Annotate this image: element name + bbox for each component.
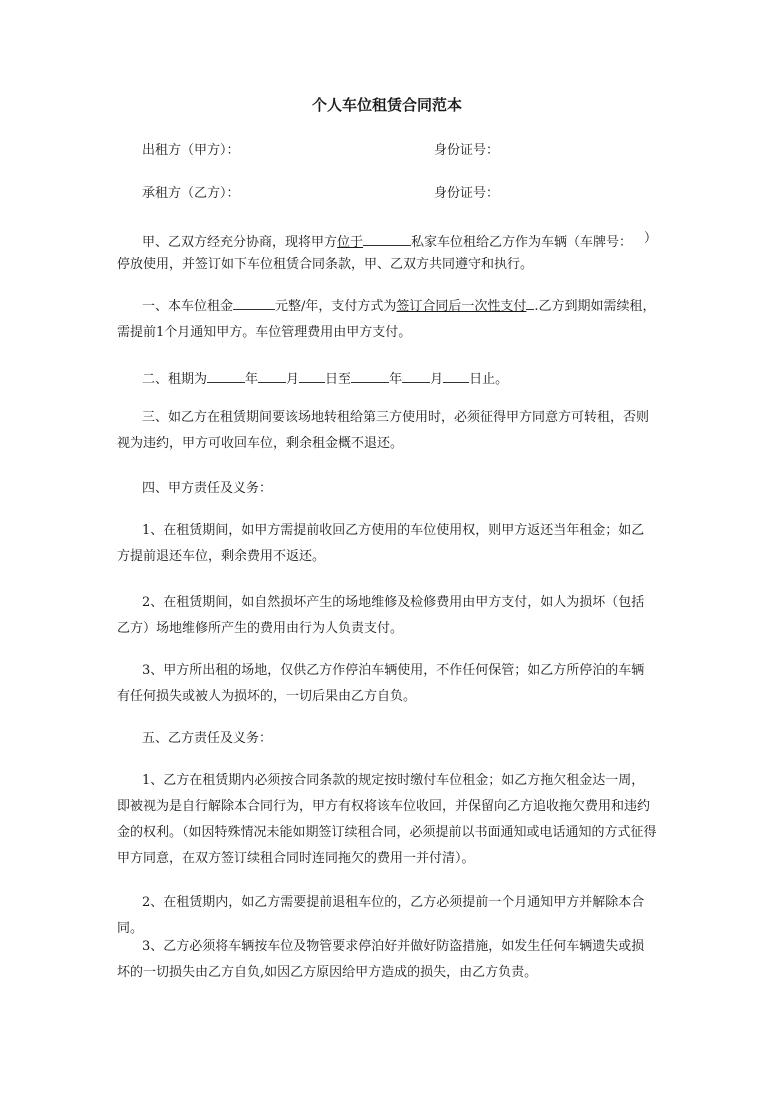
- clause-2-text-a: 二、租期为: [142, 372, 208, 387]
- intro-paren: ）: [644, 231, 658, 246]
- section-5-item-2: 2、在租赁期内，如乙方需要提前退租车位的，乙方必须提前一个月通知甲方并解除本合同。: [117, 895, 645, 936]
- day-to-label: 日至: [325, 372, 352, 387]
- start-month-blank: [258, 368, 286, 383]
- section-4-heading: 四、甲方责任及义务：: [142, 481, 273, 496]
- year-label: 年: [389, 372, 403, 387]
- intro-text-a: 甲、乙双方经充分协商，现将甲方: [142, 235, 338, 250]
- section-5-item-3: 3、乙方必须将车辆按车位及物管要求停泊好并做好防盗措施，如发生任何车辆遗失或损坏的一切损失由乙方自负,如因乙方原因给甲方造成的损失，由乙方负责。: [117, 939, 645, 980]
- intro-line-1: [142, 231, 632, 251]
- lessor-label: 出租方（甲方）：: [142, 143, 240, 158]
- clause-1-text-b: 元整/年，支付方式为: [275, 299, 397, 314]
- start-year-blank: [207, 368, 245, 383]
- section-4-item-2: 2、在租赁期间，如自然损坏产生的场地维修及检修费用由甲方支付，如人为损坏（包括乙方）场地维修所产生的费用由行为人负责支付。: [117, 595, 645, 636]
- clause-2: [142, 368, 508, 388]
- year-label: 年: [245, 372, 259, 387]
- document-title: 个人车位租赁合同范本: [311, 96, 462, 114]
- clause-3: 三、如乙方在租赁期间要该场地转租给第三方使用时，必须征得甲方同意方可转租，否则视为违约，甲方可收回车位，剩余租金概不退还。: [117, 410, 650, 451]
- section-4-item-3: 3、甲方所出租的场地，仅供乙方作停泊车辆使用，不作任何保管；如乙方所停泊的车辆有任何损失或被人为损坏的，一切后果由乙方自负。: [117, 663, 645, 704]
- section-4-item-1: 1、在租赁期间，如甲方需提前收回乙方使用的车位使用权，则甲方返还当年租金；如乙方提前退还车位，剩余费用不返还。: [117, 523, 645, 564]
- month-label: 月: [286, 372, 300, 387]
- end-month-blank: [402, 368, 430, 383]
- intro-blank: [363, 231, 411, 246]
- month-label: 月: [430, 372, 444, 387]
- intro-line-2: 停放使用，并签订如下车位租赁合同条款，甲、乙双方共同遵守和执行。: [117, 257, 534, 272]
- section-5-item-1: 1、乙方在租赁期内必须按合同条款的规定按时缴付车位租金；如乙方拖欠租金达一周，即被视为是自行解除本合同行为，甲方有权将该车位收回，并保留向乙方追收拖欠费用和违约金的权利。（如因特殊情况未能如期签订续租合同，必须提前以书面通知或电话通知的方式征得甲方同意，在双方签订续租合同时连同拖欠的费用一并付清）。: [117, 773, 657, 866]
- section-5-heading: 五、乙方责任及义务：: [142, 731, 273, 746]
- lessee-id-label: 身份证号：: [434, 186, 500, 201]
- end-day-blank: [443, 368, 469, 383]
- lessor-id-label: 身份证号：: [434, 143, 500, 158]
- intro-location-underlined: 位于: [337, 235, 364, 250]
- intro-text-c: 私家车位租给乙方作为车辆（车牌号：: [411, 235, 633, 250]
- end-year-blank: [351, 368, 389, 383]
- clause-1-text-d: .乙方到期如需续租，需提前1个月通知甲方。车位管理费用由甲方支付。: [117, 299, 656, 340]
- day-end-label: 日止。: [469, 372, 509, 387]
- rent-amount-blank: [233, 295, 275, 310]
- start-day-blank: [299, 368, 325, 383]
- lessee-label: 承租方（乙方）：: [142, 186, 240, 201]
- clause-1-text-a: 一、本车位租金: [142, 299, 234, 314]
- payment-method: 签订合同后一次性支付: [396, 299, 527, 314]
- clause-1: [117, 294, 657, 346]
